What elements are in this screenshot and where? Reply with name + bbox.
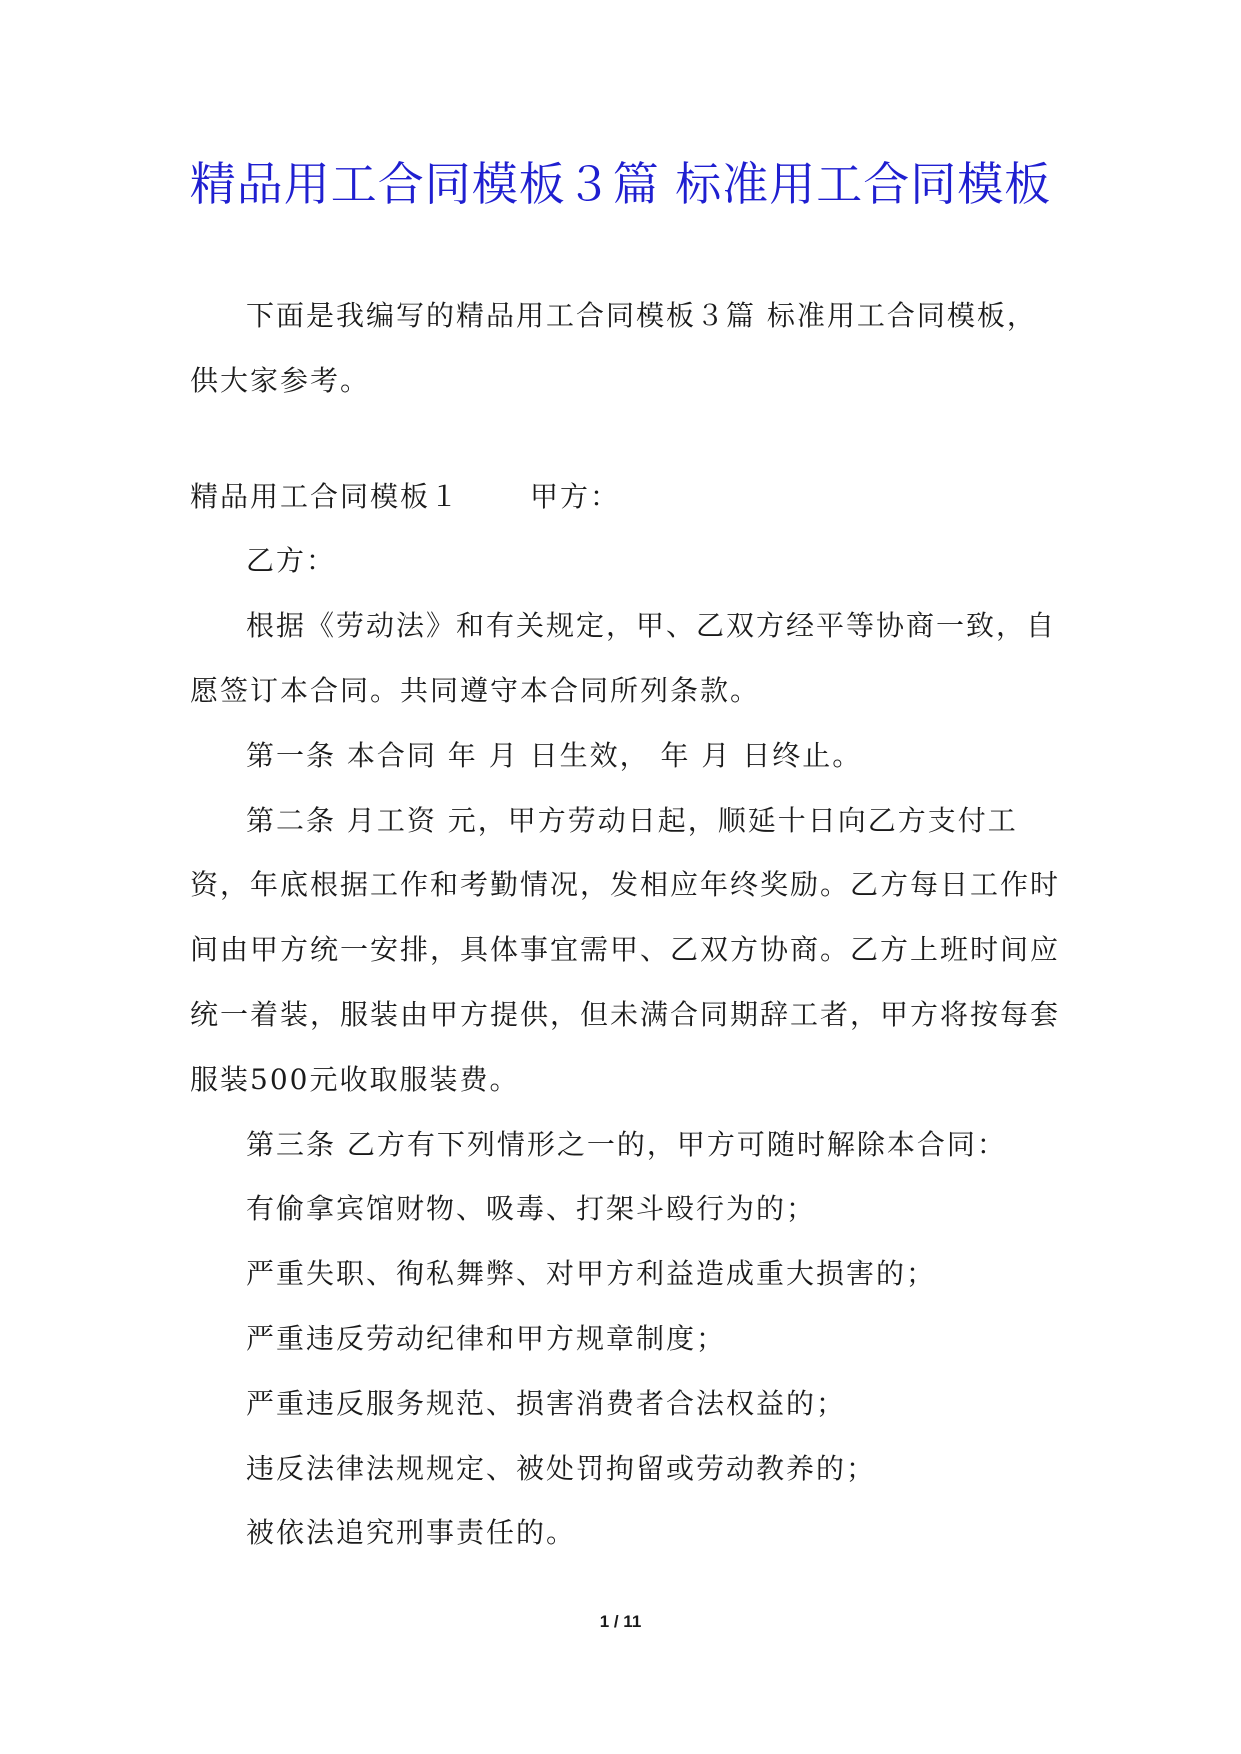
article-3: 第三条 乙方有下列情形之一的，甲方可随时解除本合同： — [246, 1127, 1007, 1161]
article-3-item: 严重失职、徇私舞弊、对甲方利益造成重大损害的； — [246, 1257, 937, 1291]
party-a-label: 甲方： — [530, 479, 621, 513]
article-3-item: 有偷拿宾馆财物、吸毒、打架斗殴行为的； — [246, 1192, 817, 1226]
section-heading: 精品用工合同模板１ — [190, 479, 461, 513]
article-3-item: 严重违反劳动纪律和甲方规章制度； — [246, 1321, 727, 1355]
article-3-item: 违反法律法规规定、被处罚拘留或劳动教养的； — [246, 1451, 877, 1485]
intro-paragraph: 下面是我编写的精品用工合同模板３篇 标准用工合同模板，供大家参考。 — [190, 299, 1037, 397]
article-3-item: 被依法追究刑事责任的。 — [246, 1516, 577, 1550]
page-title: 精品用工合同模板３篇 标准用工合同模板 — [189, 157, 1052, 211]
party-b-label: 乙方： — [246, 544, 337, 578]
article-3-item: 严重违反服务规范、损害消费者合法权益的； — [246, 1386, 847, 1420]
page-number: 1 / 11 — [599, 1612, 642, 1631]
preamble-paragraph: 根据《劳动法》和有关规定，甲、乙双方经平等协商一致，自愿签订本合同。共同遵守本合同所列条款。 — [190, 609, 1057, 707]
document-body — [190, 284, 1060, 1566]
article-2: 第二条 月工资 元，甲方劳动日起，顺延十日向乙方支付工资，年底根据工作和考勤情况，发相应年终奖励。乙方每日工作时间由甲方统一安排，具体事宜需甲、乙双方协商。乙方上班时间应统一着装，服装由甲方提供，但未满合同期辞工者，甲方将按每套服装500元收取服装费。 — [190, 803, 1061, 1096]
paragraph-gap — [190, 414, 1060, 465]
article-1: 第一条 本合同 年 月 日生效， 年 月 日终止。 — [246, 738, 863, 772]
section-heading-line — [190, 465, 1060, 530]
